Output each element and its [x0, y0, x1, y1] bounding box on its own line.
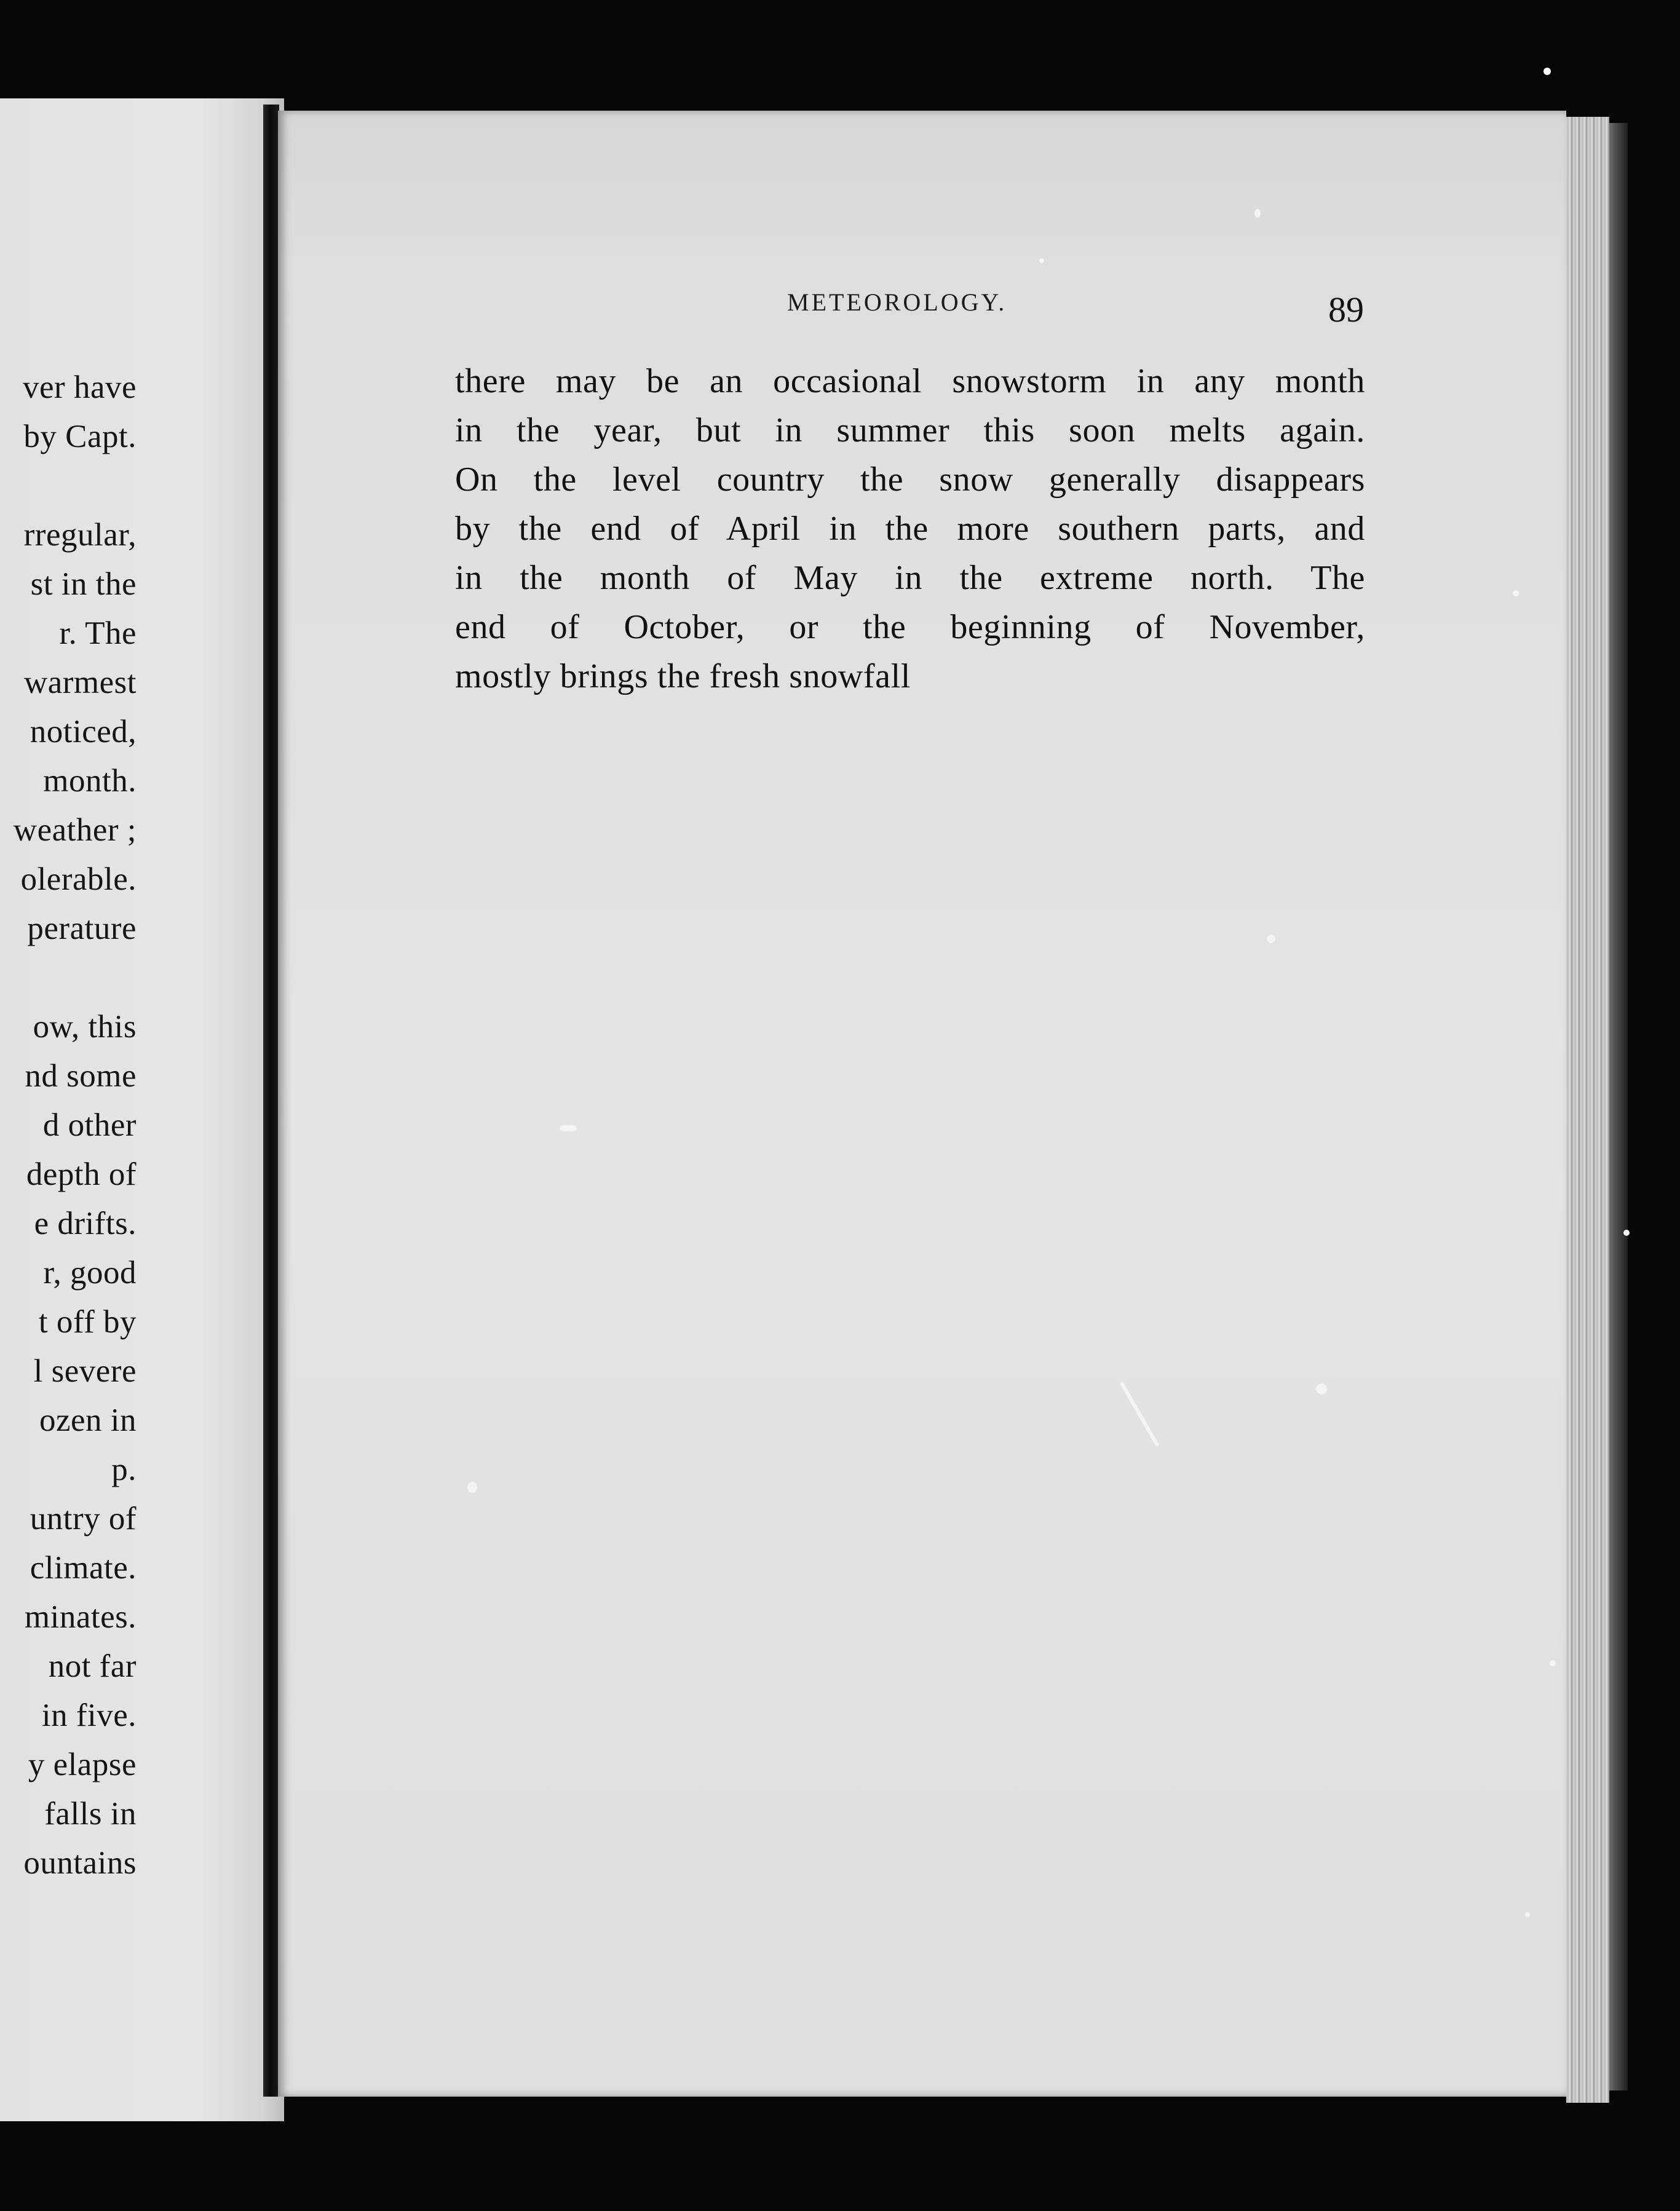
- text-line: there may be an occasional snowstorm in any month: [455, 362, 1365, 400]
- left-line: falls in: [44, 1796, 137, 1832]
- left-line: by Capt.: [23, 419, 137, 454]
- left-line: climate.: [30, 1550, 137, 1586]
- left-line: untry of: [30, 1501, 137, 1537]
- text-line: by the end of April in the more southern parts, and: [455, 510, 1365, 548]
- cover-edge: [1609, 123, 1628, 2090]
- dust-speck: [1254, 209, 1261, 218]
- dust-speck: [1316, 1383, 1327, 1394]
- left-line: d other: [42, 1107, 137, 1143]
- dust-speck: [1623, 1230, 1630, 1236]
- body-paragraph: [455, 357, 1365, 701]
- left-line: ountains: [23, 1845, 137, 1881]
- left-line: [0, 461, 137, 510]
- left-line: [0, 953, 137, 1002]
- text-line: end of October, or the beginning of November,: [455, 608, 1365, 646]
- left-line: minates.: [24, 1599, 137, 1635]
- book-gutter: [263, 105, 279, 2097]
- left-line: ver have: [23, 370, 137, 405]
- left-line: rregular,: [23, 517, 137, 553]
- dust-speck: [560, 1125, 577, 1131]
- left-line: r, good: [43, 1255, 137, 1291]
- running-head: METEOROLOGY.: [787, 288, 1007, 316]
- left-line: t off by: [38, 1304, 137, 1340]
- left-line: p.: [111, 1452, 137, 1487]
- dust-speck: [1267, 935, 1275, 943]
- left-line: month.: [43, 763, 137, 799]
- left-line: y elapse: [28, 1747, 137, 1782]
- text-line: mostly brings the fresh snowfall: [455, 657, 911, 695]
- left-line: olerable.: [20, 861, 137, 897]
- left-line: ozen in: [39, 1402, 137, 1438]
- left-line: nd some: [25, 1058, 137, 1094]
- dust-speck: [1525, 1912, 1530, 1917]
- left-line: r. The: [59, 615, 137, 651]
- page-number: 89: [1328, 290, 1364, 330]
- left-line: in five.: [41, 1698, 137, 1733]
- text-line: in the year, but in summer this soon melts again.: [455, 411, 1365, 449]
- left-line: not far: [48, 1648, 137, 1684]
- dust-speck: [1513, 590, 1519, 596]
- text-line: On the level country the snow generally disappears: [455, 461, 1365, 499]
- page-edges: [1566, 117, 1609, 2103]
- left-line: noticed,: [30, 714, 137, 750]
- left-page-text: [0, 363, 137, 1888]
- left-line: weather ;: [13, 812, 137, 848]
- left-facing-page: [0, 98, 284, 2121]
- dust-speck: [1039, 258, 1044, 263]
- left-line: e drifts.: [34, 1206, 137, 1241]
- text-line: in the month of May in the extreme north. The: [455, 559, 1365, 597]
- left-line: ow, this: [33, 1009, 137, 1045]
- left-line: l severe: [33, 1353, 137, 1389]
- dust-speck: [1550, 1660, 1556, 1666]
- dust-speck: [1543, 68, 1551, 75]
- dust-speck: [467, 1482, 477, 1493]
- left-line: warmest: [23, 665, 137, 700]
- left-line: st in the: [30, 566, 137, 602]
- left-line: depth of: [26, 1157, 137, 1192]
- left-line: perature: [27, 911, 137, 946]
